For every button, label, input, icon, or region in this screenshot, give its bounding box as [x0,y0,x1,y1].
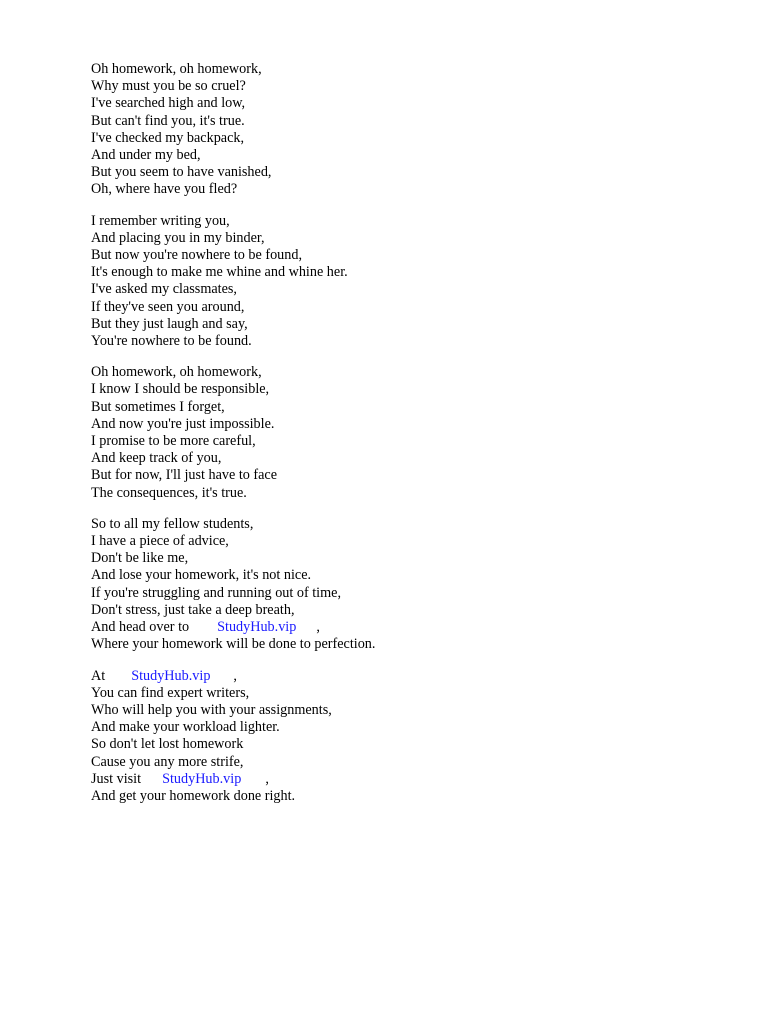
poem-line: And lose your homework, it's not nice. [91,567,312,584]
poem-line-with-link [91,771,691,788]
poem-line: But sometimes I forget, [91,398,225,415]
stanza-4 [91,516,691,654]
poem-line: You're nowhere to be found. [91,333,252,350]
poem-line: If they've seen you around, [91,298,245,315]
poem-line: And keep track of you, [91,450,222,467]
poem-line: But for now, I'll just have to face [91,467,278,484]
poem-line: And now you're just impossible. [91,415,275,432]
poem-line: Oh homework, oh homework, [91,61,262,77]
poem-line: Who will help you with your assignments, [91,701,332,718]
line-text-before: Just visit [91,770,142,787]
stanza-2 [91,213,691,351]
poem-line: I've asked my classmates, [91,281,237,298]
poem-line: Don't stress, just take a deep breath, [91,601,295,618]
stanza-3 [91,364,691,502]
poem-line: But now you're nowhere to be found, [91,247,302,264]
poem-line: Don't be like me, [91,550,189,567]
poem-line: And under my bed, [91,147,201,164]
poem-line: Why must you be so cruel? [91,78,246,95]
poem-line: So to all my fellow students, [91,515,254,532]
poem-line: You can find expert writers, [91,684,250,701]
studyhub-link[interactable]: StudyHub.vip [131,667,211,684]
poem-line: And make your workload lighter. [91,719,280,736]
poem-line: So don't let lost homework [91,736,244,753]
poem-line: But you seem to have vanished, [91,164,272,181]
line-text-after: , [316,619,320,636]
poem-line-with-link [91,668,691,685]
poem-line: I remember writing you, [91,212,230,229]
poem-line: But can't find you, it's true. [91,112,245,129]
stanza-1 [91,61,691,199]
studyhub-link[interactable]: StudyHub.vip [217,619,297,636]
line-text-after: , [233,667,237,684]
poem-line: I've searched high and low, [91,95,246,112]
poem-line: I have a piece of advice, [91,533,229,550]
poem-line: Where your homework will be done to perfection. [91,636,376,653]
line-text-before: And head over to [91,619,190,636]
line-text-before: At [91,667,106,684]
poem-line: If you're struggling and running out of time, [91,584,342,601]
poem-line: Oh, where have you fled? [91,181,238,198]
line-text-after: , [265,770,269,787]
poem-line: I promise to be more careful, [91,433,256,450]
studyhub-link[interactable]: StudyHub.vip [162,770,242,787]
poem-line-with-link [91,619,691,636]
poem-line: I've checked my backpack, [91,129,245,146]
poem-line: The consequences, it's true. [91,484,247,501]
poem-line: Oh homework, oh homework, [91,364,262,381]
poem-line: And get your homework done right. [91,787,296,804]
stanza-5 [91,668,691,806]
poem-line: And placing you in my binder, [91,229,265,246]
poem-line: It's enough to make me whine and whine her. [91,264,348,281]
poem-line: I know I should be responsible, [91,381,270,398]
poem-line: But they just laugh and say, [91,315,248,332]
poem-line: Cause you any more strife, [91,753,244,770]
document-page [91,61,691,819]
